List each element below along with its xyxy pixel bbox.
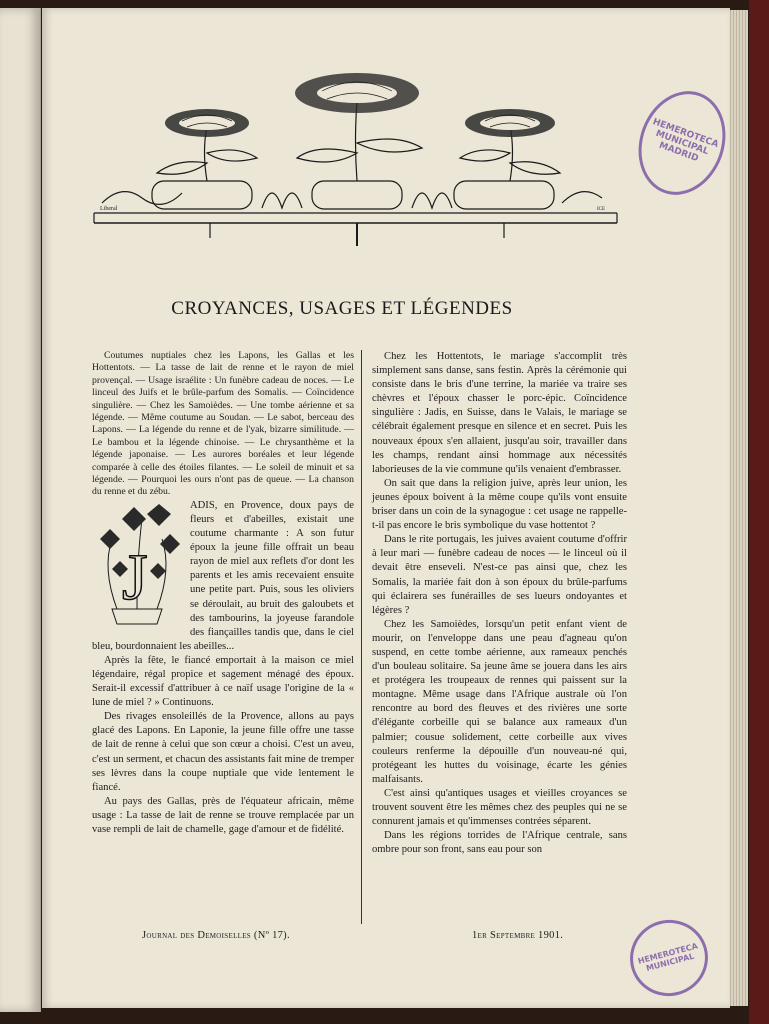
library-stamp-bottom: HEMEROTECA MUNICIPAL bbox=[621, 911, 716, 1005]
paragraph: Chez les Hottentots, le mariage s'accomplit très simplement sans danse, sans festin. Après la cérémonie qui consiste dans le bris d'une terrine, la mariée va traire ses chèvres et l'époux chasser le porc-épic. Coïncidence singulière : Jadis, en Suisse, dans le Valais, le mariage se célébrait également presque en silence et en secret. Puis les nouveaux époux s'en allaient, jusqu'au soir, travailler dans les champs, rendant ainsi hommage aux nécessités laborieuses de la vie commune qu'ils venaient d'embrasser. bbox=[372, 351, 627, 475]
paragraph: Des rivages ensoleillés de la Provence, allons au pays glacé des Lapons. En Laponie, la jeune fille offre une tasse de lait de renne à celui que son cœur a choisi. C'est un aveu, c'est un serment, et chacun des assistants fait mine de tremper ses lèvres dans la coupe nuptiale que vide lentement le fiancé. bbox=[92, 711, 354, 793]
article-title: CROYANCES, USAGES ET LÉGENDES bbox=[171, 298, 513, 319]
paragraph: C'est ainsi qu'antiques usages et vieilles croyances se trouvent souvent être les mêmes chez des peuples qui ne se connurent jamais et qu'immenses contrées séparent. bbox=[372, 787, 627, 828]
paragraph: Après la fête, le fiancé emportait à la maison ce miel légendaire, régal propice et sagement ménagé des époux. Serait-il excessif d'attribuer à ce naïf usage l'origine de la « lune de miel ? » Continuons. bbox=[92, 654, 354, 709]
paragraph: On sait que dans la religion juive, après leur union, les jeunes époux boivent à la même coupe qu'ils vont ensuite briser dans un coin de la synagogue : cet usage ne rappelle-t-il pas encore le bris symbolique du vase hottentot ? bbox=[372, 477, 627, 532]
article-summary: Coutumes nuptiales chez les Lapons, les Gallas et les Hottentots. — La tasse de lait de renne et le rayon de miel provençal. — Usage israélite : Un funèbre cadeau de noces. — Le linceul des Juifs et le brûle-parfum des Somalis. — Coïncidence singulière. — Chez les Samoièdes. — Une tombe aérienne et sa légende. — Même coutume au Soudan. — Le sabot, berceau des Lapons. — La légende du renne et de l'yak, bizarre similitude. — Le bambou et la légende chinoise. — Le chrysanthème et la légende japonaise. — Les aurores boréales et leur légende comparée à celle des étoiles filantes. — Le soleil de minuit et sa légende. — Pourquoi les ours n'ont pas de queue. — La chanson du renne et du zébu. bbox=[92, 350, 354, 498]
book-cover-edge bbox=[749, 0, 769, 1024]
library-stamp-top: HEMEROTECA MUNICIPAL MADRID bbox=[624, 79, 739, 207]
journal-footer: Journal des Demoiselles (Nº 17). bbox=[142, 930, 290, 941]
artist-signature: Liberal bbox=[100, 206, 118, 212]
page-stack-edge bbox=[728, 10, 748, 1006]
paragraph: Au pays des Gallas, près de l'équateur africain, même usage : La tasse de lait de renne se trouve remplacée par un vase rempli de lait de chamelle, gage d'amour et de fidélité. bbox=[92, 795, 354, 836]
dropcap-illustration bbox=[92, 499, 182, 629]
date-footer: 1er Septembre 1901. bbox=[472, 930, 564, 941]
column-divider bbox=[361, 350, 362, 924]
paragraph: Dans le rite portugais, les juives avaient coutume d'offrir à leur mari — funèbre cadeau de noces — le linceul où il devait être enseveli. N'est-ce pas ainsi que, chez les Somalis, la mariée fait don à son époux du brûle-parfums qui éclairera ses funérailles de ses lueurs ondoyantes et légères ? bbox=[372, 534, 627, 616]
engraver-mark: ICE bbox=[597, 207, 606, 212]
dropcap-letter: J bbox=[122, 540, 148, 614]
facing-page-edge bbox=[0, 8, 41, 1012]
paragraph: Dans les régions torrides de l'Afrique centrale, sans ombre pour son front, sans eau pour son bbox=[372, 830, 627, 856]
right-column bbox=[372, 350, 627, 857]
paragraph: Chez les Samoièdes, lorsqu'un petit enfant vient de mourir, on l'enveloppe dans une peau d'agneau qu'on suspend, en cette tombe aérienne, aux rameaux penchés d'un bouleau solitaire. Sa jeune âme se jouera dans les airs et protégera les troupeaux de rennes qui paissent sur la montagne. Même usage dans l'Afrique australe où l'on rencontre au bord des fleuves et des rivières une sorte d'élégante corbeille qui se balance aux rameaux d'un palmier; cousue solidement, cette corbeille aux vives couleurs renferme la dépouille d'un nouveau-né qui, protégeant les huttes du voisinage, écarte les génies malfaisants. bbox=[372, 618, 627, 785]
left-column bbox=[92, 350, 354, 837]
paragraph: ADIS, en Provence, doux pays de fleurs et d'abeilles, existait une coutume charmante : A son futur époux la jeune fille offrait un beau rayon de miel aux reflets d'or dont les parents et les amis recevaient ensuite une petite part. Puis, sous les oliviers se déroulait, au bruit des galoubets et des tambourins, la joyeuse farandole des fiançailles tandis que, dans le ciel bleu, bourdonnaient les abeilles... bbox=[92, 499, 354, 652]
floral-header-illustration bbox=[92, 63, 622, 258]
journal-page bbox=[42, 8, 730, 1008]
